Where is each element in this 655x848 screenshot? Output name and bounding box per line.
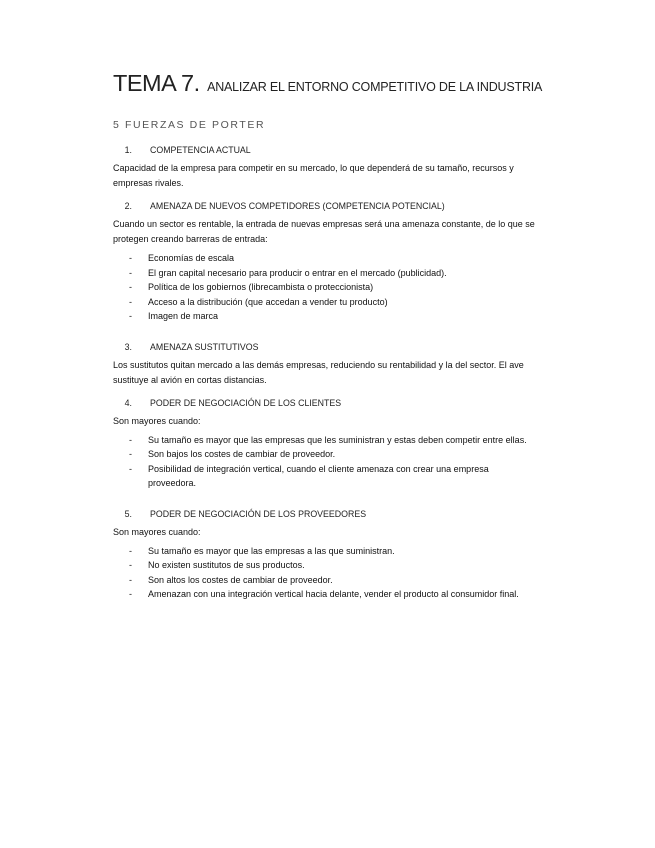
- heading-text: PODER DE NEGOCIACIÓN DE LOS PROVEEDORES: [150, 508, 367, 519]
- list-item-text: Economías de escala: [148, 253, 235, 263]
- list-item-text: Imagen de marca: [148, 311, 219, 321]
- section-heading: [113, 503, 543, 525]
- list-item-text: Su tamaño es mayor que las empresas que les suministran y estas deben competir entre ellas.: [148, 434, 527, 445]
- list-item: [113, 433, 543, 448]
- bullet-marker: -: [129, 589, 132, 599]
- section-heading: [113, 336, 543, 358]
- bullet-list: [113, 433, 543, 491]
- list-item-text: No existen sustitutos de sus productos.: [148, 560, 305, 570]
- heading-text: PODER DE NEGOCIACIÓN DE LOS CLIENTES: [150, 397, 342, 408]
- document-page: [113, 70, 543, 608]
- bullet-marker: -: [129, 267, 132, 278]
- paragraph: Capacidad de la empresa para competir en su mercado, lo que dependerá de su tamaño, recursos y empresas rivales.: [113, 163, 514, 188]
- list-item-text: Acceso a la distribución (que accedan a vender tu producto): [148, 296, 388, 307]
- bullet-marker: -: [129, 253, 132, 263]
- paragraph: Son mayores cuando:: [113, 526, 201, 537]
- bullet-marker: -: [129, 434, 132, 445]
- title-tema: TEMA 7.: [113, 70, 200, 96]
- paragraph: Cuando un sector es rentable, la entrada de nuevas empresas será una amenaza constante, de lo que se protegen creando barreras de entrada:: [113, 219, 535, 244]
- heading-number: 3.: [124, 341, 132, 352]
- list-item-text: Amenazan con una integración vertical hacia delante, vender el producto al consumidor final.: [148, 589, 519, 599]
- list-item-text: Su tamaño es mayor que las empresas a las que suministran.: [148, 545, 395, 556]
- list-item: [113, 462, 543, 491]
- section-subtitle: 5 FUERZAS DE PORTER: [113, 119, 266, 131]
- list-item-text: El gran capital necesario para producir o entrar en el mercado (publicidad).: [148, 267, 447, 278]
- list-item: [113, 544, 543, 559]
- list-item: [113, 280, 543, 295]
- heading-text: AMENAZA DE NUEVOS COMPETIDORES (COMPETENCIA POTENCIAL): [150, 201, 445, 211]
- bullet-marker: -: [129, 560, 132, 570]
- bullet-marker: -: [129, 296, 132, 307]
- bullet-list: [113, 544, 543, 602]
- heading-number: 5.: [124, 508, 132, 519]
- list-item-text: Posibilidad de integración vertical, cuando el cliente amenaza con crear una empresa proveedora.: [148, 463, 489, 488]
- list-item: [113, 295, 543, 310]
- list-item: [113, 447, 543, 462]
- bullet-marker: -: [129, 311, 132, 321]
- heading-text: COMPETENCIA ACTUAL: [150, 145, 251, 155]
- heading-text: AMENAZA SUSTITUTIVOS: [150, 341, 259, 352]
- list-item-text: Política de los gobiernos (librecambista o proteccionista): [148, 282, 374, 292]
- bullet-marker: -: [129, 545, 132, 556]
- bullet-list: [113, 251, 543, 324]
- list-item-text: Son altos los costes de cambiar de proveedor.: [148, 574, 333, 585]
- list-item-text: Son bajos los costes de cambiar de proveedor.: [148, 449, 336, 459]
- bullet-marker: -: [129, 282, 132, 292]
- section-heading: [113, 195, 543, 217]
- section-heading: [113, 139, 543, 161]
- paragraph: Los sustitutos quitan mercado a las demás empresas, reduciendo su rentabilidad y la del sector. El ave sustituye al avión en cortas distancias.: [113, 359, 524, 385]
- list-item: [113, 587, 543, 602]
- list-item: [113, 558, 543, 573]
- bullet-marker: -: [129, 463, 132, 474]
- paragraph: Son mayores cuando:: [113, 415, 201, 426]
- bullet-marker: -: [129, 449, 132, 459]
- heading-number: 4.: [124, 397, 132, 408]
- title-subject: ANALIZAR EL ENTORNO COMPETITIVO DE LA INDUSTRIA: [207, 80, 543, 94]
- list-item: [113, 573, 543, 588]
- bullet-marker: -: [129, 574, 132, 585]
- list-item: [113, 251, 543, 266]
- section-heading: [113, 392, 543, 414]
- page-title: [113, 70, 543, 110]
- heading-number: 2.: [124, 201, 132, 211]
- heading-number: 1.: [124, 145, 132, 155]
- list-item: [113, 309, 543, 324]
- list-item: [113, 266, 543, 281]
